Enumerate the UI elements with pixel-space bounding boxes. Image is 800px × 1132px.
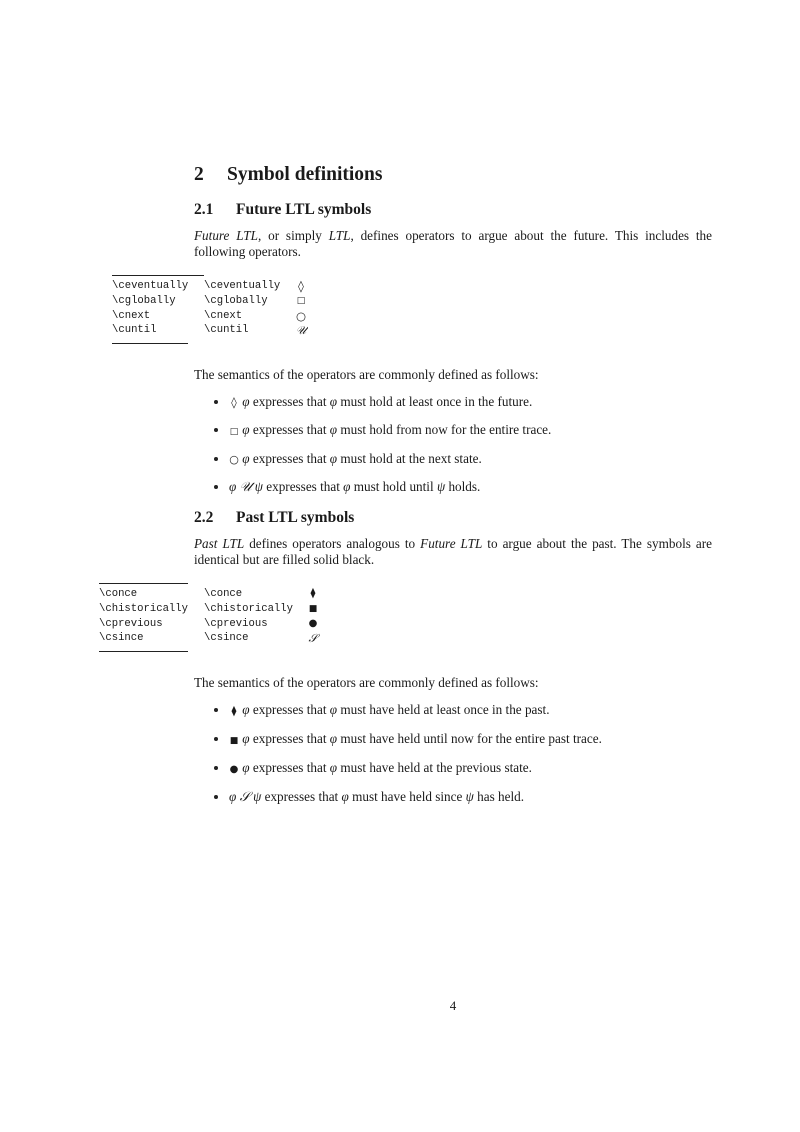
text: has held. (473, 789, 525, 804)
phi: φ (229, 789, 237, 804)
subsection-number: 2.2 (194, 509, 214, 526)
text: expresses that (249, 760, 330, 775)
text: must have held since (348, 789, 466, 804)
psi: ψ (465, 789, 474, 804)
list-item (214, 394, 714, 411)
table-cell: \ceventually (204, 280, 281, 293)
bullet (214, 428, 218, 432)
table-cell: \conce (204, 588, 243, 601)
emph: LTL (328, 228, 351, 243)
table-bottom-rule (112, 343, 188, 344)
until-symbol: 𝒰 (239, 480, 252, 495)
table-top-rule (112, 275, 204, 276)
table-cell: \chistorically (204, 602, 294, 615)
past-intro-paragraph (194, 536, 712, 568)
table-bottom-rule (99, 651, 188, 652)
bullet (214, 485, 218, 489)
table-cell: \chistorically (99, 602, 189, 615)
list-item (214, 789, 714, 806)
text: expresses that (249, 422, 330, 437)
text: must have held at the previous state. (337, 760, 532, 775)
section-number: 2 (194, 164, 204, 185)
past-semantics-intro: The semantics of the operators are commonly defined as follows: (194, 675, 539, 690)
text: to argue about the past. The symbols are identical but are filled solid black. (194, 536, 712, 567)
emph: Future LTL (194, 228, 258, 243)
previous-symbol: ● (229, 764, 239, 775)
text: must have held until now for the entire past trace. (337, 731, 602, 746)
table-cell: \ceventually (112, 280, 189, 293)
phi: φ (329, 760, 338, 775)
list-item (214, 702, 714, 720)
list-item (214, 422, 714, 440)
previous-symbol: ● (308, 617, 318, 629)
text: , or simply (257, 228, 329, 243)
phi: φ (242, 422, 250, 437)
text: must hold at least once in the future. (337, 394, 533, 409)
section-title: Symbol definitions (227, 164, 383, 185)
eventually-symbol: ◊ (231, 396, 237, 409)
bullet (214, 766, 218, 770)
psi: ψ (254, 479, 263, 494)
once-symbol: ⧫ (310, 588, 316, 600)
table-cell: \cuntil (112, 324, 157, 337)
text: expresses that (249, 702, 330, 717)
table-cell: \csince (204, 632, 249, 645)
table-cell: \csince (99, 632, 144, 645)
bullet (214, 708, 218, 712)
future-semantics-list (214, 394, 714, 507)
next-symbol: ○ (229, 453, 239, 466)
text: must have held at least once in the past. (337, 702, 550, 717)
bullet (214, 400, 218, 404)
psi: ψ (436, 479, 446, 494)
next-symbol: ○ (295, 308, 307, 323)
since-symbol: 𝒮 (308, 631, 318, 646)
since-symbol: 𝒮 (239, 790, 250, 805)
bullet (214, 457, 218, 461)
phi: φ (329, 451, 338, 466)
subsection-number: 2.1 (194, 201, 214, 218)
historically-symbol: ■ (229, 736, 239, 746)
future-semantics-intro: The semantics of the operators are commonly defined as follows: (194, 367, 539, 382)
phi: φ (242, 451, 250, 466)
future-intro-paragraph (194, 228, 712, 260)
historically-symbol: ■ (308, 603, 318, 614)
bullet (214, 737, 218, 741)
phi: φ (329, 702, 338, 717)
text: must hold until (350, 479, 437, 494)
subsection-title: Past LTL symbols (236, 509, 355, 526)
future-symbol-table (112, 275, 308, 344)
table-cell: \cglobally (204, 294, 268, 307)
list-item (214, 760, 714, 778)
table-cell: \conce (99, 588, 138, 601)
text: expresses that (249, 731, 330, 746)
phi: φ (329, 731, 338, 746)
table-cell: \cglobally (112, 294, 176, 307)
text: expresses that (249, 394, 330, 409)
until-symbol: 𝒰 (295, 323, 307, 338)
past-symbol-table (99, 583, 320, 652)
text: , defines operators to argue about the future. This includes the following operators. (194, 228, 712, 259)
list-item (214, 731, 714, 749)
psi: ψ (253, 789, 262, 804)
subsection-title: Future LTL symbols (236, 201, 372, 218)
phi: φ (229, 479, 237, 494)
emph: Past LTL (194, 536, 245, 551)
globally-symbol: □ (229, 427, 239, 437)
table-cell: \cnext (112, 309, 151, 322)
text: must hold from now for the entire trace. (337, 422, 552, 437)
phi: φ (242, 760, 250, 775)
phi: φ (329, 422, 338, 437)
text: defines operators analogous to (244, 536, 421, 551)
phi: φ (242, 394, 250, 409)
subsection-heading-past (194, 508, 354, 528)
eventually-symbol: ◊ (298, 279, 304, 294)
section-heading (194, 163, 383, 187)
subsection-heading-future (194, 200, 371, 220)
table-cell: \cprevious (99, 617, 163, 630)
table-top-rule (99, 583, 188, 584)
phi: φ (242, 731, 250, 746)
emph: Future LTL (420, 536, 483, 551)
table-cell: \cnext (204, 309, 243, 322)
list-item (214, 479, 714, 496)
text: holds. (445, 479, 481, 494)
table-cell: \cprevious (204, 617, 268, 630)
phi: φ (242, 702, 250, 717)
phi: φ (329, 394, 338, 409)
text: must hold at the next state. (337, 451, 482, 466)
table-cell: \cuntil (204, 324, 249, 337)
phi: φ (343, 479, 351, 494)
text: expresses that (262, 479, 344, 494)
past-semantics-list (214, 702, 714, 817)
once-symbol: ⧫ (231, 706, 237, 717)
text: expresses that (249, 451, 330, 466)
phi: φ (341, 789, 349, 804)
bullet (214, 795, 218, 799)
text: expresses that (261, 789, 342, 804)
list-item (214, 451, 714, 468)
page-number: 4 (449, 998, 457, 1013)
globally-symbol: □ (296, 295, 306, 306)
